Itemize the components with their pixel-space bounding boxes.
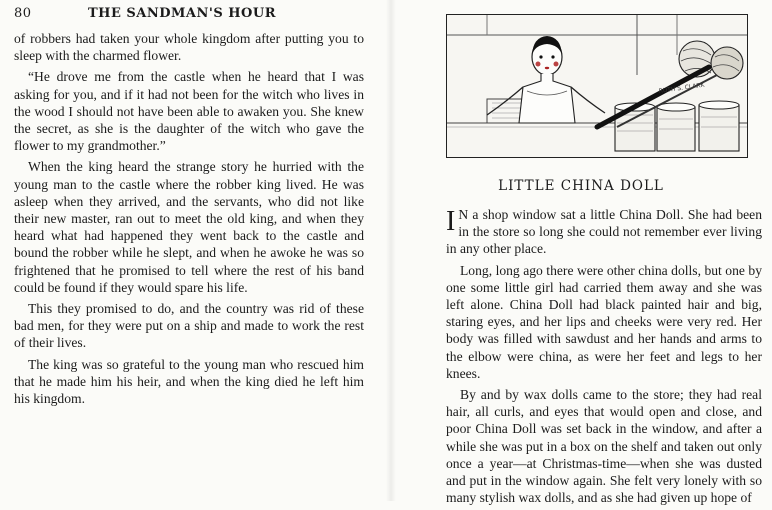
running-head	[14, 6, 374, 26]
paragraph: of robbers had taken your whole kingdom after putting you to sleep with the charmed flower.	[14, 31, 364, 64]
paragraph: By and by wax dolls came to the store; they had real hair, all curls, and eyes that would open and close, and poor China Doll was set back in the window, and after a while she was put in a box on the shelf and taken out only once a year—at Christmas-time—when she was dusted and put in the window again. She felt very lonely with so many stylish wax dolls, and as she had given up hope of	[446, 387, 762, 506]
page-number: 80	[14, 6, 32, 21]
left-page	[0, 0, 390, 501]
paragraph: “He drove me from the castle when he heard that I was asking for you, and if it had not been for the witch who lives in the wood I should not have been able to awaken you. She knew the secret, as she is the daughter of the witch who gave the flower to my grandmother.”	[14, 69, 364, 154]
right-page	[390, 0, 772, 506]
artist-signature: RUTH S. CLARK	[658, 81, 705, 95]
drop-cap: I	[446, 206, 456, 237]
running-head-title: THE SANDMAN'S HOUR	[88, 6, 277, 21]
paragraph: Long, long ago there were other china dolls, but one by one some little girl had carried them away and she was left alone. China Doll had black painted hair and big, staring eyes, and her lips and cheeks were very red. Her body was filled with sawdust and her hands and arms to the elbow were china, as were her feet and legs to her knees.	[446, 262, 762, 381]
right-body-text	[446, 206, 762, 510]
paragraph: This they promised to do, and the country was rid of these bad men, for they were put on a ship and made to work the rest of their lives.	[14, 301, 364, 351]
chapter-title: LITTLE CHINA DOLL	[498, 178, 664, 194]
paragraph: When the king heard the strange story he hurried with the young man to the castle where the robber king lived. He was asleep when they arrived, and the servants, who did not like their new master, ran out to meet the old king, and when they heard what had happened they went back to the castle and bound the robber while he slept, and when he awoke he was so frightened that he promised to tell where the rest of his band could be found if they would spare his life.	[14, 159, 364, 295]
left-body-text	[14, 30, 364, 411]
illustration-drawing	[447, 15, 747, 157]
paragraph: The king was so grateful to the young man who rescued him that he made him his heir, and when the king died he left him his kingdom.	[14, 356, 364, 407]
china-doll-illustration	[446, 14, 748, 158]
paragraph-text: N a shop window sat a little China Doll. She had been in the store so long she could not remember ever living in any other place.	[446, 207, 762, 257]
opening-paragraph	[446, 206, 762, 258]
